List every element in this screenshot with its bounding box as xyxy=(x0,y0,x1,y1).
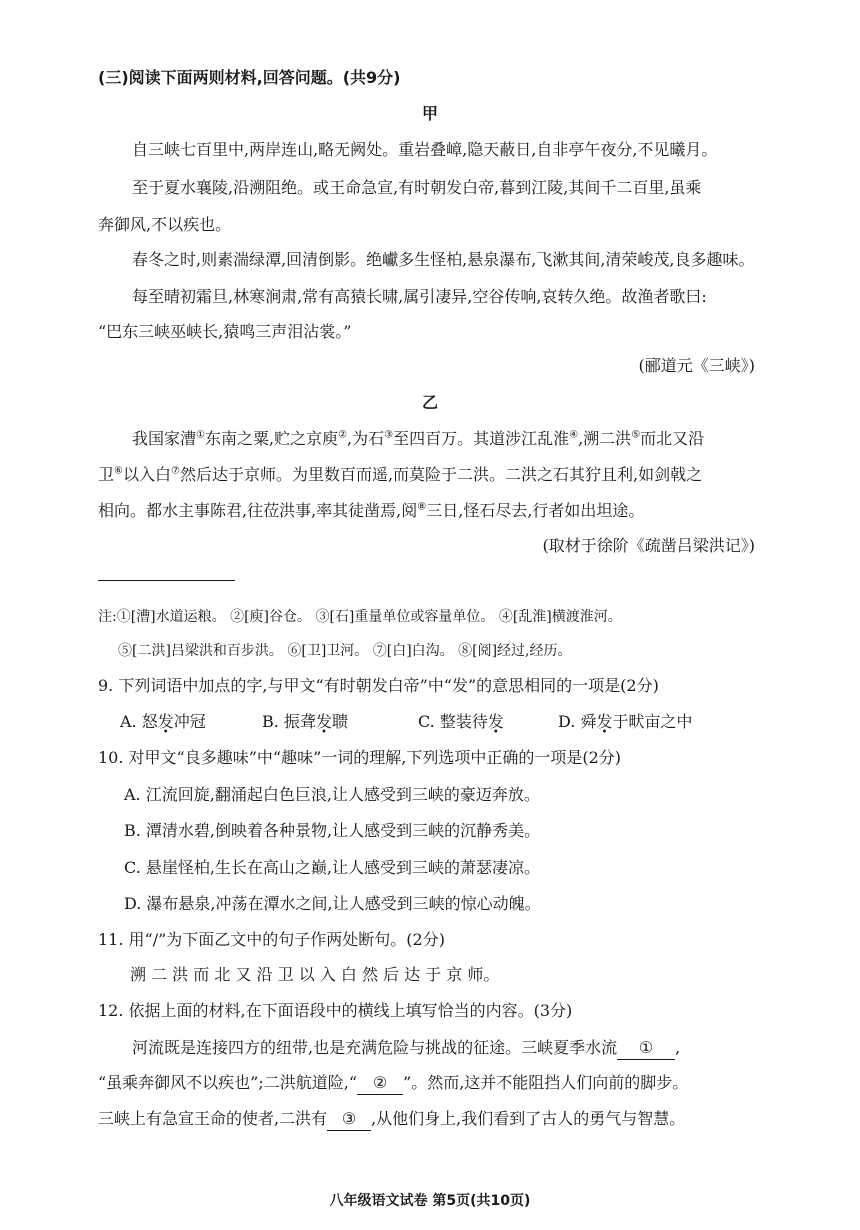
text-a-line: 奔御风,不以疾也。 xyxy=(98,215,232,234)
q9-option-b: B. 振聋发聩 xyxy=(262,712,348,731)
answer-blank-1[interactable]: ① xyxy=(617,1037,675,1060)
q9-stem: 9. 下列词语中加点的字,与甲文“有时朝发白帝”中“发”的意思相同的一项是(2分) xyxy=(98,676,659,695)
text-a-line: 春冬之时,则素湍绿潭,回清倒影。绝巘多生怪柏,悬泉瀑布,飞漱其间,清荣峻茂,良多趣味。 xyxy=(132,250,755,269)
text-a-line: 自三峡七百里中,两岸连山,略无阙处。重岩叠嶂,隐天蔽日,自非亭午夜分,不见曦月。 xyxy=(132,140,718,159)
text-b-line: 相向。都水主事陈君,往莅洪事,率其徒凿焉,阅⑧三日,怪石尽去,行者如出坦途。 xyxy=(98,501,645,520)
text-a-line: “巴东三峡巫峡长,猿鸣三声泪沾裳。” xyxy=(98,322,352,341)
q10-stem: 10. 对甲文“良多趣味”中“趣味”一词的理解,下列选项中正确的一项是(2分) xyxy=(98,748,622,767)
q10-option: A. 江流回旋,翻涌起白色巨浪,让人感受到三峡的豪迈奔放。 xyxy=(124,785,540,804)
text-b-line: 我国家漕①东南之粟,贮之京庾②,为石③至四百万。其道涉江乱淮④,溯二洪⑤而北又沿 xyxy=(132,429,705,448)
section-heading: (三)阅读下面两则材料,回答问题。(共9分) xyxy=(98,68,401,87)
q12-passage-line: 三峡上有急宣王命的使者,二洪有 ③ ,从他们身上,我们看到了古人的勇气与智慧。 xyxy=(98,1108,685,1131)
text-a-source: (郦道元《三峡》) xyxy=(638,356,755,375)
q12-passage-line: “虽乘奔御风不以疾也”;二洪航道险,“ ② ”。然而,这并不能阻挡人们向前的脚步。 xyxy=(98,1072,688,1095)
text-b-source: (取材于徐阶《疏凿吕梁洪记》) xyxy=(542,536,755,555)
q10-option: D. 瀑布悬泉,冲荡在潭水之间,让人感受到三峡的惊心动魄。 xyxy=(124,894,541,913)
text-b-line: 卫⑥以入白⑦然后达于京师。为里数百而遥,而莫险于二洪。二洪之石其狞且利,如剑戟之 xyxy=(98,465,703,484)
page-footer: 八年级语文试卷 第5页(共10页) xyxy=(329,1193,531,1209)
q12-stem: 12. 依据上面的材料,在下面语段中的横线上填写恰当的内容。(3分) xyxy=(98,1001,573,1020)
text-a-line: 每至晴初霜旦,林寒涧肃,常有高猿长啸,属引凄异,空谷传响,哀转久绝。故渔者歌曰: xyxy=(132,287,707,306)
text-a-line: 至于夏水襄陵,沿溯阻绝。或王命急宣,有时朝发白帝,暮到江陵,其间千二百里,虽乘 xyxy=(132,178,702,197)
q9-option-a: A. 怒发冲冠 xyxy=(120,712,206,731)
footnote-line: ⑤[二洪]吕梁洪和百步洪。 ⑥[卫]卫河。 ⑦[白]白沟。 ⑧[阅]经过,经历。 xyxy=(118,643,572,659)
q9-option-c: C. 整装待发 xyxy=(418,712,504,731)
footnote-line: 注:①[漕]水道运粮。 ②[庾]谷仓。 ③[石]重量单位或容量单位。 ④[乱淮]横渡淮河。 xyxy=(98,609,622,625)
footnote-divider xyxy=(98,580,235,581)
text-b-title: 乙 xyxy=(421,393,438,412)
text-a-title: 甲 xyxy=(421,104,438,123)
answer-blank-2[interactable]: ② xyxy=(357,1072,403,1095)
answer-blank-3[interactable]: ③ xyxy=(327,1108,371,1131)
q11-sentence: 溯 二 洪 而 北 又 沿 卫 以 入 白 然 后 达 于 京 师。 xyxy=(130,965,500,984)
q9-option-d: D. 舜发于畎亩之中 xyxy=(558,712,693,731)
q10-option: C. 悬崖怪柏,生长在高山之巅,让人感受到三峡的萧瑟凄凉。 xyxy=(124,858,541,877)
q11-stem: 11. 用“/”为下面乙文中的句子作两处断句。(2分) xyxy=(98,930,445,949)
q10-option: B. 潭清水碧,倒映着各种景物,让人感受到三峡的沉静秀美。 xyxy=(124,821,541,840)
q12-passage-line: 河流既是连接四方的纽带,也是充满危险与挑战的征途。三峡夏季水流 ① , xyxy=(132,1037,680,1060)
